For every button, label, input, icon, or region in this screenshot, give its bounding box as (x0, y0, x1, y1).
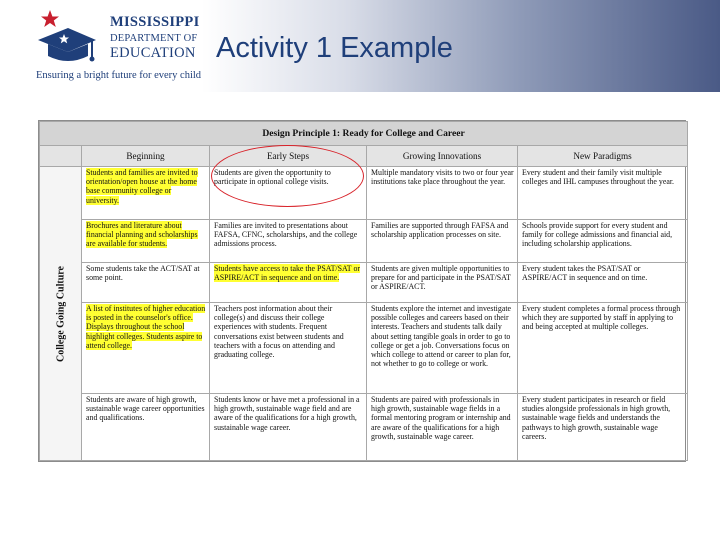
cell-text: Students are given the opportunity to participate in optional college visits. (214, 168, 331, 187)
cell-text: Every student takes the PSAT/SAT or ASPIRE/ACT in sequence and on time. (522, 264, 648, 283)
table-row (40, 303, 688, 394)
logo-line-education: EDUCATION (110, 45, 196, 61)
table-row (40, 394, 688, 461)
cell-text: Families are supported through FAFSA and scholarship application processes on site. (371, 221, 509, 240)
cell-text: Students explore the internet and investigate possible colleges and careers based on their interests. Teachers and students talk daily about setting tangible goals in order to go to college or get a job. Conversations focus on which college to attend or career to plan for, not whether to go to college or work. (371, 304, 512, 369)
cell-text: Brochures and literature about financial planning and scholarships are available for students. (86, 221, 198, 249)
logo-tagline: Ensuring a bright future for every child (36, 70, 202, 81)
side-label: College Going Culture (55, 265, 66, 362)
cell-text: Teachers post information about their college(s) and discuss their college experiences with students. Frequent conversations exist between students and teachers with a focus on attending and graduating college. (214, 304, 344, 360)
mde-logo (30, 6, 210, 86)
cell-text: A list of institutes of higher education is posted in the counselor's office. Displays throughout the school highlight colleges. Students aspire to attend college. (86, 304, 206, 350)
cell-text: Families are invited to presentations about FAFSA, CFNC, scholarships, and the college admissions process. (214, 221, 358, 249)
cell-text: Students are given multiple opportunities to prepare for and participate in the PSAT/SAT or ASPIRE/ACT. (371, 264, 511, 292)
cell-text: Students know or have met a professional in a high growth, sustainable wage field and are aware of the qualifications for a high growth, sustainable wage career. (214, 395, 360, 432)
logo-line-mississippi: MISSISSIPPI (110, 14, 200, 30)
cell-text: Some students take the ACT/SAT at some point. (86, 264, 200, 283)
logo-line-department: DEPARTMENT OF (110, 33, 198, 44)
cell-text: Every student completes a formal process through which they are supported by staff in applying to and being accepted at multiple colleges. (522, 304, 681, 332)
slide-title: Activity 1 Example (216, 32, 453, 64)
side-label-cell (40, 167, 82, 461)
table-row (40, 263, 688, 303)
column-header-early-steps: Early Steps (210, 146, 367, 167)
cell-text: Students have access to take the PSAT/SAT or ASPIRE/ACT in sequence and on time. (214, 264, 361, 283)
cell-text: Students are paired with professionals in high growth, sustainable wage fields in a formal mentoring program or internship and are aware of the qualifications for a high growth, sustainable wage career. (371, 395, 511, 441)
table-banner: Design Principle 1: Ready for College and Career (40, 122, 688, 146)
cell-text: Every student participates in research or field studies alongside professionals in high growth, sustainable wage fields and understands the pathways to high growth, sustainable wage careers. (522, 395, 671, 441)
column-header-beginning: Beginning (82, 146, 210, 167)
red-circle-annotation (211, 145, 364, 207)
cell-text: Students and families are invited to orientation/open house at the home base community college or university. (86, 168, 198, 205)
table-row (40, 220, 688, 263)
cell-text: Every student and their family visit multiple colleges and IHL campuses throughout the year. (522, 168, 674, 187)
graduation-cap-star-icon (34, 10, 96, 68)
cell-text: Schools provide support for every student and family for college admissions and financial aid, including scholarship applications. (522, 221, 673, 249)
cell-text: Multiple mandatory visits to two or four year institutions take place throughout the year. (371, 168, 514, 187)
corner-cell (40, 146, 82, 167)
column-header-new-paradigms: New Paradigms (518, 146, 688, 167)
cell-text: Students are aware of high growth, sustainable wage career opportunities and qualifications. (86, 395, 205, 423)
column-header-growing-innovations: Growing Innovations (367, 146, 518, 167)
